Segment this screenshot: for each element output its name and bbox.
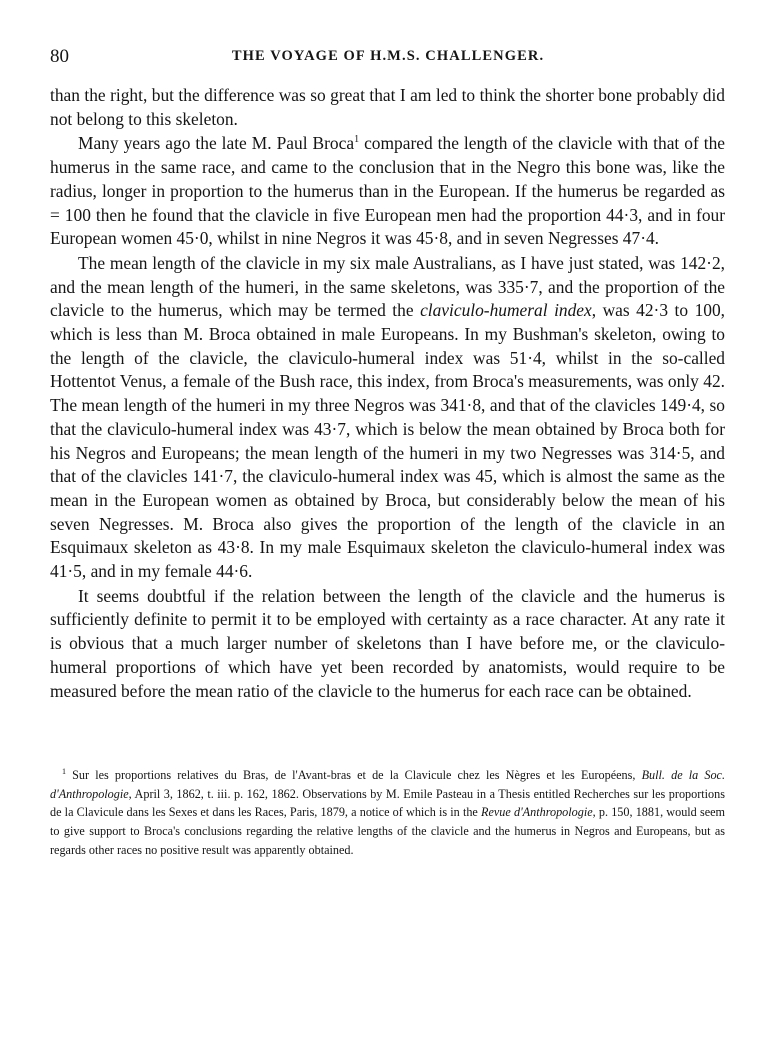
paragraph-text: It seems doubtful if the relation between the length of the clavicle and the humerus is sufficiently definite to permit it to be employed with certainty as a race character. At any rate it is obvious that a much larger number of skeletons than I have before me, or the claviculo-humeral proportions of which have yet been recorded by anatomists, would require to be measured before the mean ratio of the clavicle to the humerus for each race can be obtained. <box>50 585 725 701</box>
body-text <box>50 84 725 703</box>
footnote <box>50 766 725 860</box>
footnote-text: , p. 150, 1881, would seem to give support to Broca's conclusions regarding the relative lengths of the clavicle and the humerus in Negros and Europeans, but as regards other races no positive result was apparently obtained. <box>50 805 725 857</box>
paragraph-text: than the right, but the difference was so great that I am led to think the shorter bone probably did not belong to this skeleton. <box>50 85 725 129</box>
paragraph-text: The mean length of the clavicle in my six male Australians, as I have just stated, was 142·2, and the mean length of the humeri, in the same skeletons, was 335·7, and the proportion of the clavicle to the humerus, which may be termed the <box>50 252 725 321</box>
paragraph-continued <box>50 84 725 131</box>
paragraph-claviculo-humeral-index <box>50 252 725 584</box>
paragraph-broca-comparison <box>50 132 725 251</box>
footnotes <box>50 766 725 860</box>
paragraph-text: , was 42·3 to 100, which is less than M. Broca obtained in male Europeans. In my Bushman's skeleton, owing to the length of the clavicle, the claviculo-humeral index was 51·4, whilst in the so-called Hottentot Venus, a female of the Bush race, this index, from Broca's measurements, was only 42. The mean length of the humeri in my three Negros was 341·8, and that of the clavicles 149·4, so that the claviculo-humeral index was 43·7, which is below the mean obtained by Broca both for his Negros and Europeans; the mean length of the humeri in my two Negresses was 314·5, and that of the clavicles 141·7, the claviculo-humeral index was 45, which is almost the same as the mean in the European women as obtained by Broca, but considerably below the mean of his seven Negresses. M. Broca also gives the proportion of the length of the clavicle in an Esquimaux skeleton as 43·8. In my male Esquimaux skeleton the claviculo-humeral index was 41·5, and in my female 44·6. <box>50 300 726 582</box>
running-head <box>50 46 726 72</box>
running-title: THE VOYAGE OF H.M.S. CHALLENGER. <box>231 48 545 64</box>
footnote-marker[interactable]: 1 <box>354 134 360 146</box>
paragraph-text: Many years ago the late M. Paul Broca <box>78 133 355 154</box>
paragraph-text: compared the length of the clavicle with that of the humerus in the same race, and came to the conclusion that in the Negro this bone was, like the radius, longer in proportion to the humerus than in the European. If the humerus be regarded as = 100 then he found that the clavicle in five European men had the proportion 44·3, and in four European women 45·0, whilst in nine Negros it was 45·8, and in seven Negresses 47·4. <box>50 133 726 249</box>
journal-title: Revue d'Anthropologie <box>481 805 593 820</box>
journal-title: Bull. de la Soc. d'Anthropologie <box>50 768 726 801</box>
footnote-text: Sur les proportions relatives du Bras, de l'Avant-bras et de la Clavicule chez les Nègres et les Européens, <box>66 768 642 782</box>
page-number: 80 <box>50 46 69 67</box>
footnote-number: 1 <box>62 767 66 776</box>
footnote-text: , April 3, 1862, t. iii. p. 162, 1862. Observations by M. Emile Pasteau in a Thesis entitled Recherches sur les proportions de la Clavicule dans les Sexes et dans les Races, Paris, 1879, a notice of which is in the <box>50 786 725 820</box>
paragraph-conclusion <box>50 585 725 704</box>
index-term: claviculo-humeral index <box>420 300 592 321</box>
